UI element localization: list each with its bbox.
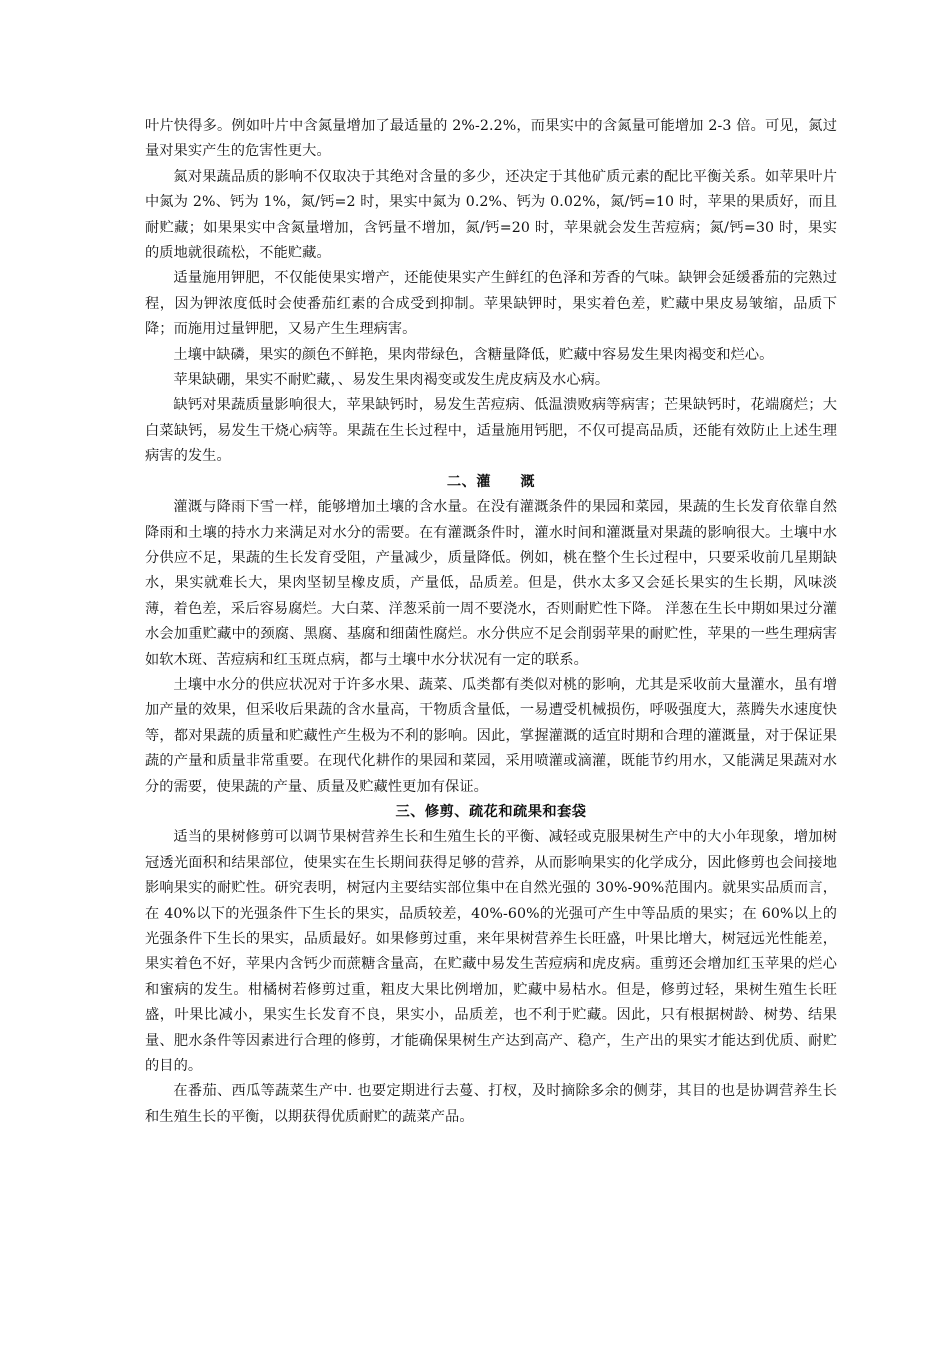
paragraph-nitrogen-excess: 叶片快得多。例如叶片中含氮量增加了最适量的 2%-2.2%，而果实中的含氮量可能增加 2-3 倍。可见，氮过量对果实产生的危害性更大。	[145, 118, 837, 160]
paragraph-irrigation-effects: 灌溉与降雨下雪一样，能够增加土壤的含水量。在没有灌溉条件的果园和菜园，果蔬的生长发育依靠自然降雨和土壤的持水力来满足对水分的需要。在有灌溉条件时，灌水时间和灌溉量对果蔬的影响很大。土壤中水分供应不足，果蔬的生长发育受阻，产量减少，质量降低。例如，桃在整个生长过程中，只要采收前几星期缺水，果实就难长大，果肉坚韧呈橡皮质，产量低，品质差。但是，供水太多又会延长果实的生长期，风味淡薄，着色差，采后容易腐烂。大白菜、洋葱采前一周不要浇水，否则耐贮性下降。 洋葱在生长中期如果过分灌水会加重贮藏中的颈腐、黑腐、基腐和细菌性腐烂。水分供应不足会削弱苹果的耐贮性，苹果的一些生理病害如软木斑、苦痘病和红玉斑点病，都与土壤中水分状况有一定的联系。	[145, 499, 837, 668]
paragraph-phosphorus: 土壤中缺磷，果实的颜色不鲜艳，果肉带绿色，含糖量降低，贮藏中容易发生果肉褐变和烂心。	[173, 346, 774, 363]
paragraph-irrigation-management: 土壤中水分的供应状况对于许多水果、蔬菜、瓜类都有类似对桃的影响，尤其是采收前大量灌水，虽有增加产量的效果，但采收后果蔬的含水量高，干物质含量低，一易遭受机械损伤，呼吸强度大，蒸腾失水速度快等，都对果蔬的质量和贮藏性产生极为不利的影响。因此，掌握灌溉的适宜时期和合理的灌溉量，对于保证果蔬的产量和质量非常重要。在现代化耕作的果园和菜园，采用喷灌或滴灌，既能节约用水，又能满足果蔬对水分的需要，使果蔬的产量、质量及贮藏性更加有保证。	[145, 676, 837, 795]
paragraph-nitrogen-calcium-ratio: 氮对果蔬品质的影响不仅取决于其绝对含量的多少，还决定于其他矿质元素的配比平衡关系。如苹果叶片中氮为 2%、钙为 1%，氮/钙=2 时，果实中氮为 0.2%、钙为 0.02%，氮/钙=10 时，苹果的果质好，而且耐贮藏；如果果实中含氮量增加，含钙量不增加，氮/钙=20 时，苹果就会发生苦痘病；氮/钙=30 时，果实的质地就很疏松，不能贮藏。	[145, 168, 837, 262]
paragraph-boron: 苹果缺硼，果实不耐贮藏，、易发生果肉褐变或发生虎皮病及水心病。	[173, 372, 610, 389]
section-heading-pruning: 三、修剪、疏花和疏果和套袋	[395, 803, 587, 820]
section-heading-irrigation: 二、灌 溉	[446, 473, 536, 490]
paragraph-vegetable-pruning: 在番茄、西瓜等蔬菜生产中. 也要定期进行去蔓、打杈，及时摘除多余的侧芽，其目的也是协调营养生长和生殖生长的平衡，以期获得优质耐贮的蔬菜产品。	[145, 1083, 837, 1125]
paragraph-calcium: 缺钙对果蔬质量影响很大，苹果缺钙时，易发生苦痘病、低温溃败病等病害；芒果缺钙时，花端腐烂；大白菜缺钙，易发生干烧心病等。果蔬在生长过程中，适量施用钙肥，不仅可提高品质，还能有效防止上述生理病害的发生。	[145, 397, 837, 465]
paragraph-potassium: 适量施用钾肥，不仅能使果实增产，还能使果实产生鲜红的色泽和芳香的气味。缺钾会延缓番茄的完熟过程，因为钾浓度低时会使番茄红素的合成受到抑制。苹果缺钾时，果实着色差，贮藏中果皮易皱缩，品质下降；而施用过量钾肥，又易产生生理病害。	[145, 270, 837, 338]
paragraph-pruning-effects: 适当的果树修剪可以调节果树营养生长和生殖生长的平衡、减轻或克服果树生产中的大小年现象，增加树冠透光面积和结果部位，使果实在生长期间获得足够的营养，从而影响果实的化学成分，因此修剪也会间接地影响果实的耐贮性。研究表明，树冠内主要结实部位集中在自然光强的 30%-90%范围内。就果实品质而言，在 40%以下的光强条件下生长的果实，品质较差，40%-60%的光强可产生中等品质的果实；在 60%以上的光强条件下生长的果实，品质最好。如果修剪过重，来年果树营养生长旺盛，叶果比增大，树冠远光性能差，果实着色不好，苹果内含钙少而蔗糖含量高，在贮藏中易发生苦痘病和虎皮病。重剪还会增加红玉苹果的烂心和蜜病的发生。柑橘树若修剪过重，粗皮大果比例增加，贮藏中易枯水。但是，修剪过轻，果树生殖生长旺盛，叶果比减小，果实生长发育不良，果实小，品质差，也不利于贮藏。因此，只有根据树龄、树势、结果量、肥水条件等因素进行合理的修剪，才能确保果树生产达到高产、稳产，生产出的果实才能达到优质、耐贮的目的。	[145, 829, 837, 1075]
document-page	[145, 114, 837, 1130]
